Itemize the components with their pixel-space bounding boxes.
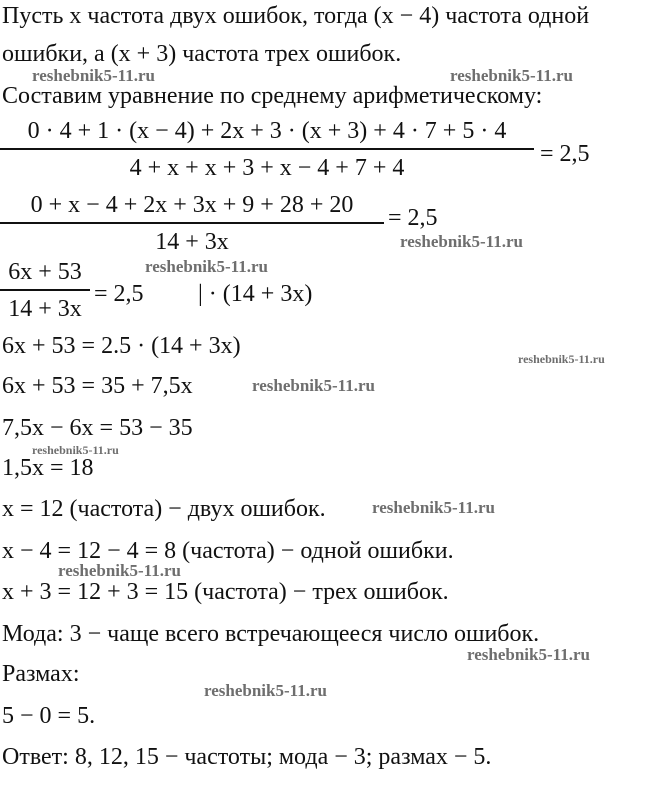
watermark: reshebnik5-11.ru [372,498,495,517]
watermark: reshebnik5-11.ru [400,232,523,251]
watermark: reshebnik5-11.ru [58,561,181,580]
equation-line-9: 1,5x = 18 [2,455,94,481]
watermark: reshebnik5-11.ru [145,257,268,276]
fraction-3-denominator: 14 + 3x [8,295,82,322]
equation-line-8: 7,5x − 6x = 53 − 35 [2,415,193,441]
equation-line-7: 6x + 53 = 35 + 7,5x [2,373,193,399]
answer-line-three-errors: x + 3 = 12 + 3 = 15 (частота) − трех ошибок. [2,579,449,605]
watermark: reshebnik5-11.ru [32,443,119,457]
fraction-3-multiplier: | · (14 + 3x) [198,281,313,307]
fraction-3-numerator: 6x + 53 [8,259,82,285]
watermark: reshebnik5-11.ru [204,681,327,700]
watermark: reshebnik5-11.ru [450,66,573,85]
mode-line: Мода: 3 − чаще всего встречающееся число ошибок. [2,621,540,647]
range-calculation: 5 − 0 = 5. [2,703,96,729]
heading-line: Составим уравнение по среднему арифметическому: [2,83,543,109]
fraction-1-numerator: 0 · 4 + 1 · (x − 4) + 2x + 3 · (x + 3) + 4 · 7 + 5 · 4 [27,118,507,144]
fraction-3-bar [0,289,90,291]
range-label: Размах: [2,661,80,687]
fraction-2-rhs: = 2,5 [388,205,438,231]
watermark: reshebnik5-11.ru [518,352,605,366]
fraction-1-denominator: 4 + x + x + 3 + x − 4 + 7 + 4 [129,154,405,181]
answer-line-one-error: x − 4 = 12 − 4 = 8 (частота) − одной ошибки. [2,538,454,564]
answer-line-two-errors: x = 12 (частота) − двух ошибок. [2,496,326,522]
fraction-2-numerator: 0 + x − 4 + 2x + 3x + 9 + 28 + 20 [30,192,354,218]
watermark: reshebnik5-11.ru [32,66,155,85]
fraction-2-denominator: 14 + 3x [155,228,229,255]
fraction-2-bar [0,222,384,224]
fraction-1 [0,117,534,182]
intro-line-2: ошибки, а (x + 3) частота трех ошибок. [2,41,402,67]
watermark: reshebnik5-11.ru [252,376,375,395]
fraction-1-rhs: = 2,5 [540,141,590,167]
fraction-3 [0,258,90,323]
fraction-2 [0,191,384,256]
equation-line-6: 6x + 53 = 2.5 · (14 + 3x) [2,333,241,359]
watermark: reshebnik5-11.ru [467,645,590,664]
intro-line-1: Пусть x частота двух ошибок, тогда (x − 4) частота одной [2,3,590,29]
fraction-1-bar [0,148,534,150]
fraction-3-rhs: = 2,5 [94,281,144,307]
final-answer-line: Ответ: 8, 12, 15 − частоты; мода − 3; размах − 5. [2,744,492,770]
